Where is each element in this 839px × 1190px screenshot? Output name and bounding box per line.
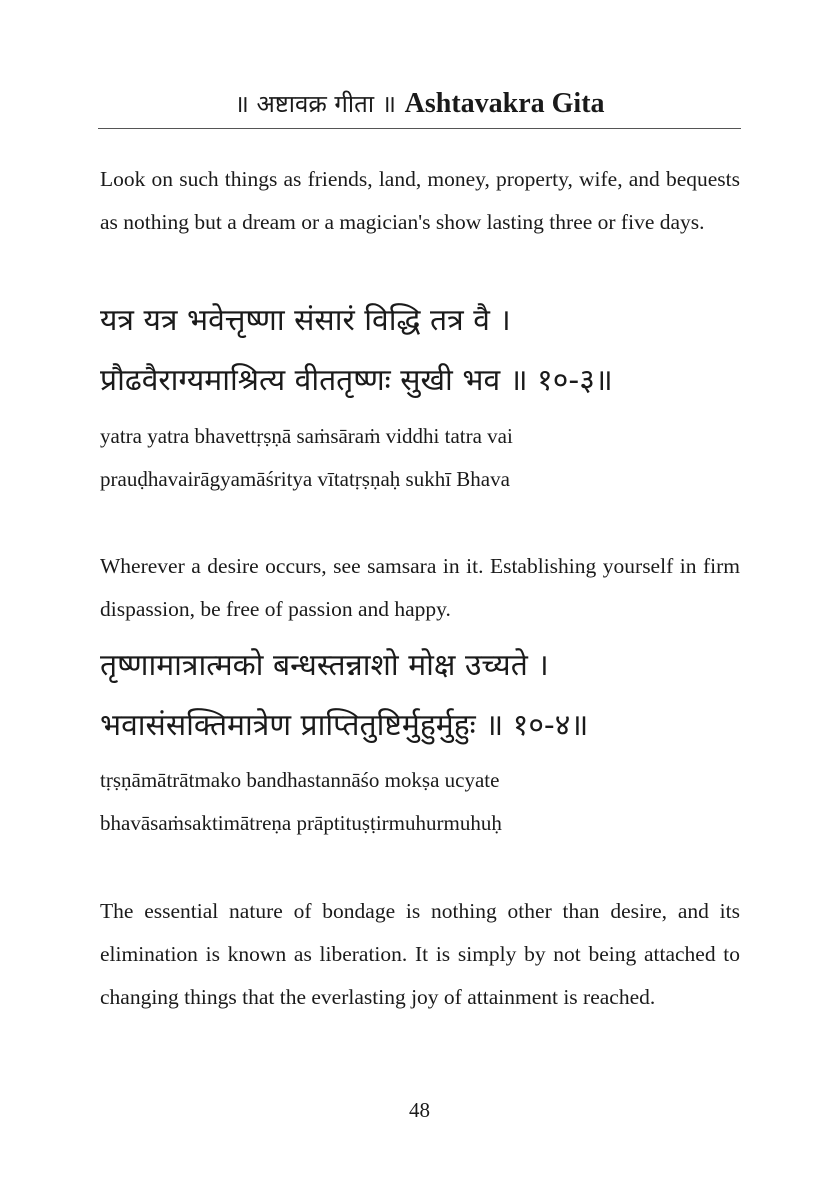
transliteration-line: tṛṣṇāmātrātmako bandhastannāśo mokṣa ucyate	[100, 768, 500, 792]
transliteration-line: bhavāsaṁsaktimātreṇa prāptituṣṭirmuhurmuhuḥ	[100, 811, 502, 835]
verse-line: यत्र यत्र भवेत्तृष्णा संसारं विद्धि तत्र वै ।	[100, 303, 511, 338]
verse-line: तृष्णामात्रात्मको बन्धस्तन्नाशो मोक्ष उच्यते ।	[100, 648, 549, 683]
transliteration-line: prauḍhavairāgyamāśritya vītatṛṣṇaḥ sukhī Bhava	[100, 467, 510, 491]
translation-text: Wherever a desire occurs, see samsara in it. Establishing yourself in firm dispassion, be free of passion and happy.	[100, 554, 740, 621]
header-sanskrit-title: ॥ अष्टावक्र गीता ॥	[234, 90, 397, 118]
transliteration	[100, 759, 760, 845]
header-english-title: Ashtavakra Gita	[404, 88, 605, 119]
translation-paragraph	[100, 158, 740, 244]
translation-text: The essential nature of bondage is nothing other than desire, and its elimination is known as liberation. It is simply by not being attached to changing things that the everlasting joy of attainment is reached.	[100, 899, 740, 1009]
verse-line: प्रौढवैराग्यमाश्रित्य वीततृष्णः सुखी भव ॥ १०-३॥	[100, 363, 613, 398]
translation-paragraph	[100, 545, 740, 631]
translation-text: Look on such things as friends, land, money, property, wife, and bequests as nothing but a dream or a magician's show lasting three or five days.	[100, 167, 740, 234]
verse-line: भवासंसक्तिमात्रेण प्राप्तितुष्टिर्मुहुर्मुहुः ॥ १०-४॥	[100, 708, 589, 743]
translation-paragraph	[100, 890, 740, 1019]
page-number: 48	[409, 1098, 430, 1122]
transliteration-line: yatra yatra bhavettṛṣṇā saṁsāraṁ viddhi tatra vai	[100, 424, 513, 448]
transliteration	[100, 415, 760, 501]
running-header	[98, 82, 741, 129]
